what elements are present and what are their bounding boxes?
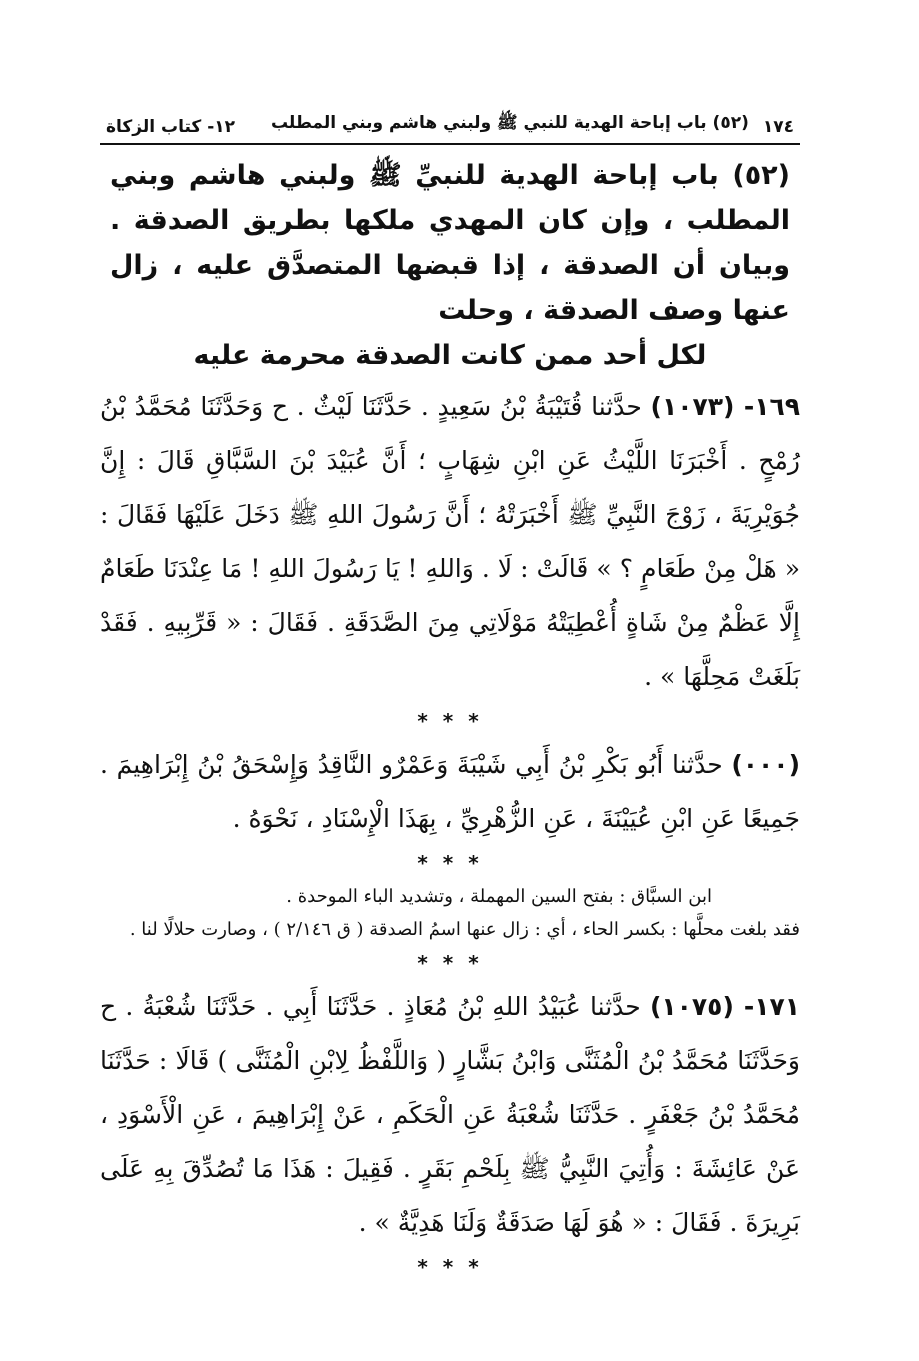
hadith-text: حدَّثنا قُتَيْبَةُ بْنُ سَعِيدٍ . حَدَّثَنَا لَيْثٌ . ح وَحَدَّثَنَا مُحَمَّدُ بْنُ رُمْحٍ . أَخْبَرَنَا اللَّيْثُ عَنِ ابْنِ شِهَابٍ ؛ أَنَّ عُبَيْدَ بْنَ السَّبَّاقِ قَالَ : إِنَّ جُوَيْرِيَةَ ، زَوْجَ النَّبِيِّ ﷺ أَخْبَرَتْهُ ؛ أَنَّ رَسُولَ اللهِ ﷺ دَخَلَ عَلَيْهَا فَقَالَ : « هَلْ مِنْ طَعَامٍ ؟ » قَالَتْ : لَا . وَاللهِ ! يَا رَسُولَ اللهِ ! مَا عِنْدَنَا طَعَامٌ إِلَّا عَظْمٌ مِنْ شَاةٍ أُعْطِيَتْهُ مَوْلَاتِي مِنَ الصَّدَقَةِ . فَقَالَ : « قَرِّبِيهِ . فَقَدْ بَلَغَتْ مَحِلَّهَا » . — [100, 392, 800, 691]
separator: * * * — [417, 851, 483, 875]
page-number: ١٧٤ — [762, 117, 794, 137]
hadith-number: (٠٠٠) — [731, 750, 800, 779]
separator: * * * — [417, 951, 483, 975]
chapter-title-line: لكل أحد ممن كانت الصدقة محرمة عليه — [193, 340, 707, 371]
hadith-number: ١٦٩- (١٠٧٣) — [650, 392, 800, 421]
chapter-title-line: وإن كان المهدي ملكها بطريق الصدقة . وبيان أن الصدقة ، — [110, 205, 790, 281]
page — [100, 108, 800, 1284]
running-header — [100, 108, 800, 145]
header-chapter-ref: (٥٢) باب إباحة الهدية للنبي ﷺ ولبني هاشم وبني المطلب — [270, 113, 749, 133]
hadith-169 — [100, 380, 800, 704]
chapter-title-line: إذا قبضها المتصدَّق عليه ، زال عنها وصف الصدقة ، وحلت — [110, 250, 790, 326]
footnotes — [100, 880, 800, 946]
footnote: فقد بلغت محلَّها : بكسر الحاء ، أي : زال عنها اسمُ الصدقة ( ق ٢/١٤٦ ) ، وصارت حلالًا لنا . — [129, 919, 800, 940]
footnote: ابن السبَّاق : بفتح السين المهملة ، وتشديد الباء الموحدة . — [286, 886, 712, 907]
hadith-text: حدَّثنا أَبُو بَكْرِ بْنُ أَبِي شَيْبَةَ وَعَمْرٌو النَّاقِدُ وَإِسْحَقُ بْنُ إِبْرَاهِيمَ . جَمِيعًا عَنِ ابْنِ عُيَيْنَةَ ، عَنِ الزُّهْرِيِّ ، بِهَذَا الْإِسْنَادِ ، نَحْوَهُ . — [100, 750, 800, 833]
hadith-171 — [100, 980, 800, 1250]
chapter-title-line: (٥٢) باب إباحة الهدية للنبيِّ ﷺ ولبني هاشم وبني المطلب ، — [110, 160, 791, 236]
chapter-title — [100, 153, 800, 378]
header-book-ref: ١٢- كتاب الزكاة — [106, 117, 236, 137]
separator: * * * — [417, 709, 483, 733]
hadith-number: ١٧١- (١٠٧٥) — [649, 992, 800, 1021]
hadith-text: حدَّثنا عُبَيْدُ اللهِ بْنُ مُعَاذٍ . حَدَّثَنَا أَبِي . حَدَّثَنَا شُعْبَةُ . ح وَحَدَّثَنَا مُحَمَّدُ بْنُ الْمُثَنَّى وَابْنُ بَشَّارٍ ( وَاللَّفْظُ لِابْنِ الْمُثَنَّى ) قَالَا : حَدَّثَنَا مُحَمَّدُ بْنُ جَعْفَرٍ . حَدَّثَنَا شُعْبَةُ عَنِ الْحَكَمِ ، عَنْ إِبْرَاهِيمَ ، عَنِ الْأَسْوَدِ ، عَنْ عَائِشَةَ : وَأُتِيَ النَّبِيُّ ﷺ بِلَحْمِ بَقَرٍ . فَقِيلَ : هَذَا مَا تُصُدِّقَ بِهِ عَلَى بَرِيرَةَ . فَقَالَ : « هُوَ لَهَا صَدَقَةٌ وَلَنَا هَدِيَّةٌ » . — [100, 992, 800, 1237]
separator: * * * — [417, 1255, 483, 1279]
hadith-000 — [100, 738, 800, 846]
